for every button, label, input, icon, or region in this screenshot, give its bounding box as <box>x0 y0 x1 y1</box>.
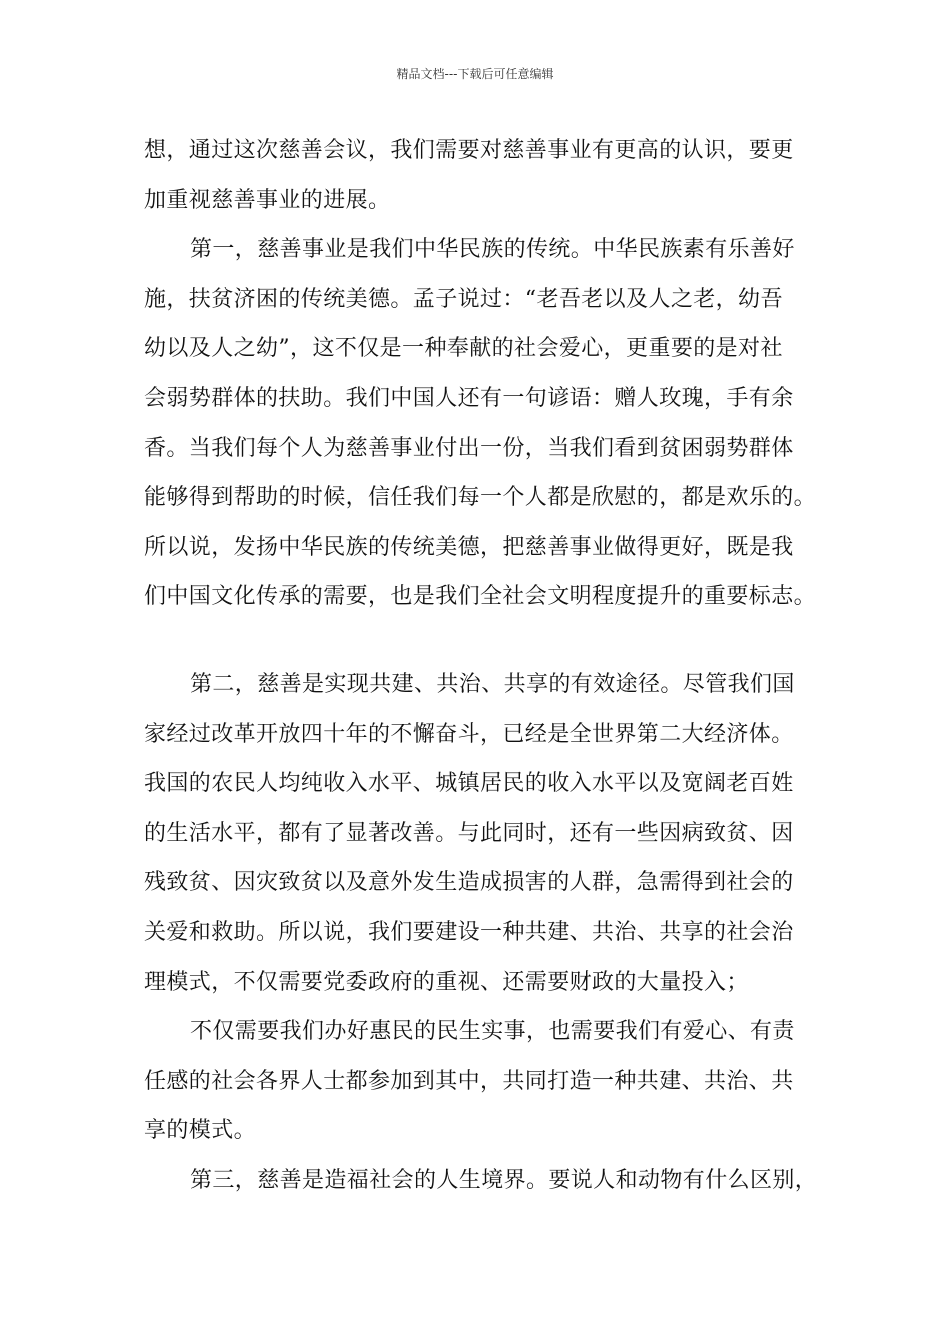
text-line: 想，通过这次慈善会议，我们需要对慈善事业有更高的认识，要更 <box>144 138 794 163</box>
paragraph-1 <box>144 133 834 232</box>
paragraph-4 <box>144 1014 834 1163</box>
text-line: 理模式，不仅需要党委政府的重视、还需要财政的大量投入； <box>144 969 749 995</box>
text-line: 幼以及人之幼”，这不仅是一种奉献的社会爱心，更重要的是对社 <box>144 336 783 362</box>
document-body <box>144 133 834 1212</box>
text-line: 加重视慈善事业的进展。 <box>144 187 391 213</box>
text-line: 所以说，发扬中华民族的传统美德，把慈善事业做得更好，既是我 <box>144 534 794 560</box>
text-line: 任感的社会各界人士都参加到其中，共同打造一种共建、共治、共 <box>144 1068 794 1094</box>
text-line: 第三，慈善是造福社会的人生境界。要说人和动物有什么区别， <box>190 1167 818 1193</box>
text-line: 享的模式。 <box>144 1118 257 1144</box>
paragraph-spacer <box>144 629 834 667</box>
paragraph-3 <box>144 667 834 1014</box>
text-line: 家经过改革开放四十年的不懈奋斗，已经是全世界第二大经济体。 <box>144 721 794 747</box>
text-line: 施，扶贫济困的传统美德。孟子说过：“老吾老以及人之老，幼吾 <box>144 286 783 312</box>
text-line: 能够得到帮助的时候，信任我们每一个人都是欣慰的，都是欢乐的。 <box>144 485 817 511</box>
text-line: 香。当我们每个人为慈善事业付出一份，当我们看到贫困弱势群体 <box>144 435 794 461</box>
text-line: 残致贫、因灾致贫以及意外发生造成损害的人群，急需得到社会的 <box>144 870 794 896</box>
text-line: 不仅需要我们办好惠民的民生实事，也需要我们有爱心、有责 <box>190 1019 795 1045</box>
page-header: 精品文档---下载后可任意编辑 <box>396 67 554 81</box>
text-line: 会弱势群体的扶助。我们中国人还有一句谚语：赠人玫瑰，手有余 <box>144 385 794 411</box>
text-line: 的生活水平，都有了显著改善。与此同时，还有一些因病致贫、因 <box>144 820 794 846</box>
text-line: 第一，慈善事业是我们中华民族的传统。中华民族素有乐善好 <box>190 237 795 263</box>
text-line: 我国的农民人均纯收入水平、城镇居民的收入水平以及宽阔老百姓 <box>144 771 794 797</box>
paragraph-2 <box>144 232 834 629</box>
text-line: 们中国文化传承的需要，也是我们全社会文明程度提升的重要标志。 <box>144 584 817 610</box>
text-line: 关爱和救助。所以说，我们要建设一种共建、共治、共享的社会治 <box>144 919 794 945</box>
text-line: 第二，慈善是实现共建、共治、共享的有效途径。尽管我们国 <box>190 671 795 697</box>
paragraph-5 <box>144 1163 834 1213</box>
